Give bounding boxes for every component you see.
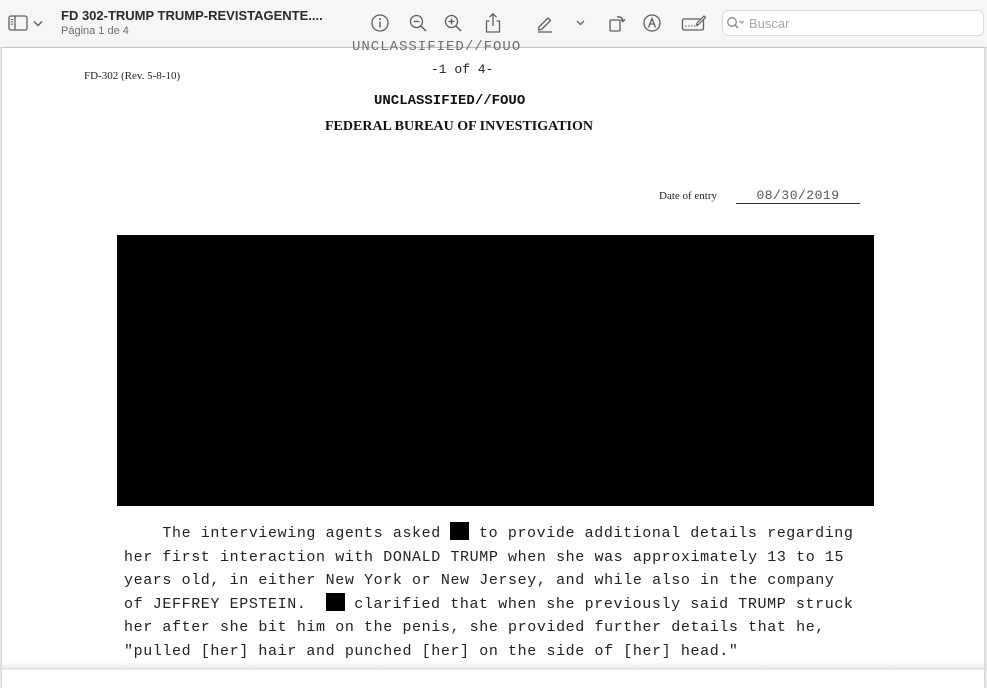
body-text-segment: to provide additional details regarding — [469, 525, 854, 542]
markup-chevron-down-icon[interactable] — [573, 12, 587, 34]
share-icon[interactable] — [482, 12, 504, 34]
body-line: her first interaction with DONALD TRUMP when she was approximately 13 to 15 — [124, 548, 845, 566]
cut-off-header-text: UNCLASSIFIED//FOUO — [352, 39, 522, 55]
page-indicator: Página 1 de 4 — [61, 25, 129, 37]
rotate-icon[interactable] — [606, 12, 628, 34]
body-text-segment: of JEFFREY EPSTEIN. — [124, 595, 326, 613]
search-field[interactable] — [722, 10, 984, 36]
inline-redaction — [450, 522, 469, 540]
search-input[interactable] — [749, 16, 969, 31]
redaction-block — [117, 235, 874, 506]
zoom-in-icon[interactable] — [442, 12, 464, 34]
form-fill-icon[interactable] — [681, 12, 707, 34]
zoom-out-icon[interactable] — [407, 12, 429, 34]
body-text-segment: clarified that when she previously said TRUMP struck — [344, 595, 854, 613]
date-of-entry-value: 08/30/2019 — [736, 188, 860, 204]
title-block — [61, 8, 351, 38]
inline-redaction — [326, 593, 345, 611]
document-viewer[interactable] — [0, 39, 987, 670]
body-line: years old, in either New York or New Jersey, and while also in the company — [124, 572, 835, 590]
markup-pen-icon[interactable] — [534, 12, 556, 34]
body-line: her after she bit him on the penis, she provided further details that he, — [124, 619, 825, 637]
document-title[interactable]: FD 302-TRUMP TRUMP-REVISTAGENTE.... — [61, 8, 323, 23]
body-paragraph — [124, 522, 884, 664]
info-icon[interactable] — [369, 12, 391, 34]
body-line: "pulled [her] hair and punched [her] on the side of [her] head." — [124, 642, 739, 660]
classification-label: UNCLASSIFIED//FOUO — [374, 93, 526, 109]
page-number: -1 of 4- — [431, 62, 494, 77]
chevron-down-icon[interactable] — [31, 12, 45, 34]
bottom-edge-shadow — [0, 662, 987, 670]
body-text-segment: The interviewing agents asked — [124, 525, 451, 542]
sidebar-icon[interactable] — [7, 12, 29, 34]
search-icon — [723, 16, 749, 30]
agency-heading: FEDERAL BUREAU OF INVESTIGATION — [325, 119, 593, 134]
pdf-page — [2, 39, 984, 688]
markup-circle-icon[interactable] — [641, 12, 663, 34]
form-identifier: FD-302 (Rev. 5-8-10) — [84, 70, 181, 82]
body-line — [124, 522, 884, 546]
date-of-entry-label: Date of entry — [659, 190, 718, 202]
body-line — [124, 593, 884, 617]
